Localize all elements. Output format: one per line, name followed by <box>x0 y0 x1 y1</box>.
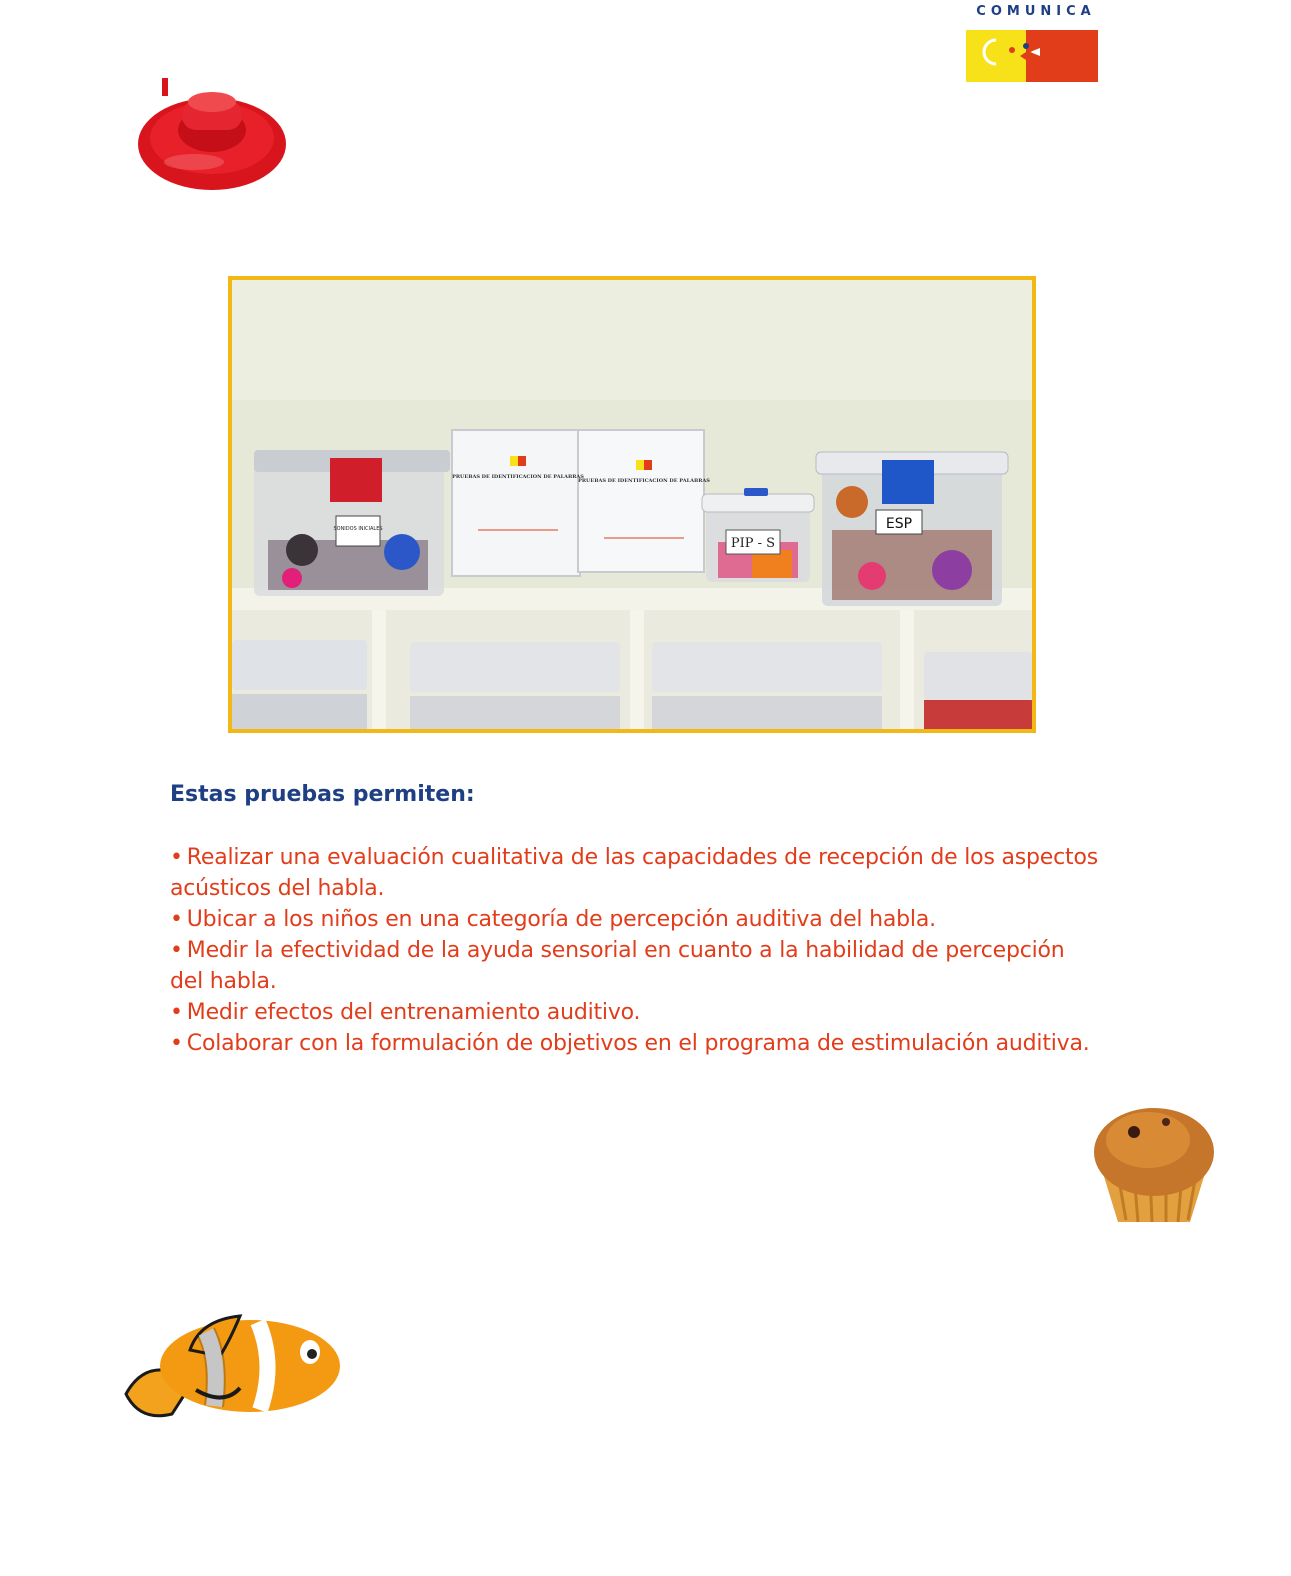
list-item <box>170 997 1100 1028</box>
list-item-text: Medir efectos del entrenamiento auditivo. <box>186 1000 641 1025</box>
list-item <box>170 904 1100 935</box>
bullet-dot-icon: • <box>170 845 183 870</box>
binder1-title: PRUEBAS DE IDENTIFICACION DE PALABRAS <box>452 474 584 480</box>
benefits-list <box>170 842 1100 1059</box>
list-item <box>170 1028 1100 1059</box>
red-toy-hat-icon <box>134 72 290 196</box>
photo-illustration <box>232 280 1032 729</box>
binder2-title: PRUEBAS DE IDENTIFICACION DE PALABRAS <box>578 478 710 484</box>
box2-label: PIP - S <box>730 536 776 551</box>
section-heading: Estas pruebas permiten: <box>170 782 475 807</box>
list-item <box>170 935 1100 997</box>
logo-mark-icon <box>966 26 1106 82</box>
bullet-dot-icon: • <box>170 938 183 963</box>
logo-text: COMUNICA <box>976 4 1096 19</box>
bullet-dot-icon: • <box>170 1031 183 1056</box>
box1-label-text: SONIDOS INICIALES <box>333 526 383 532</box>
list-item-text: Ubicar a los niños en una categoría de percepción auditiva del habla. <box>186 907 936 932</box>
clownfish-toy-icon <box>120 1310 342 1428</box>
list-item-text: Colaborar con la formulación de objetivos en el programa de estimulación auditiva. <box>186 1031 1090 1056</box>
materials-photo <box>228 276 1036 733</box>
bullet-dot-icon: • <box>170 1000 183 1025</box>
list-item-text: Realizar una evaluación cualitativa de las capacidades de recepción de los aspectos acústicos del habla. <box>170 845 1098 901</box>
list-item <box>170 842 1100 904</box>
muffin-icon <box>1088 1100 1220 1230</box>
comunica-logo <box>966 4 1106 84</box>
box3-label: ESP <box>885 516 913 532</box>
list-item-text: Medir la efectividad de la ayuda sensorial en cuanto a la habilidad de percepción del habla. <box>170 938 1065 994</box>
bullet-dot-icon: • <box>170 907 183 932</box>
